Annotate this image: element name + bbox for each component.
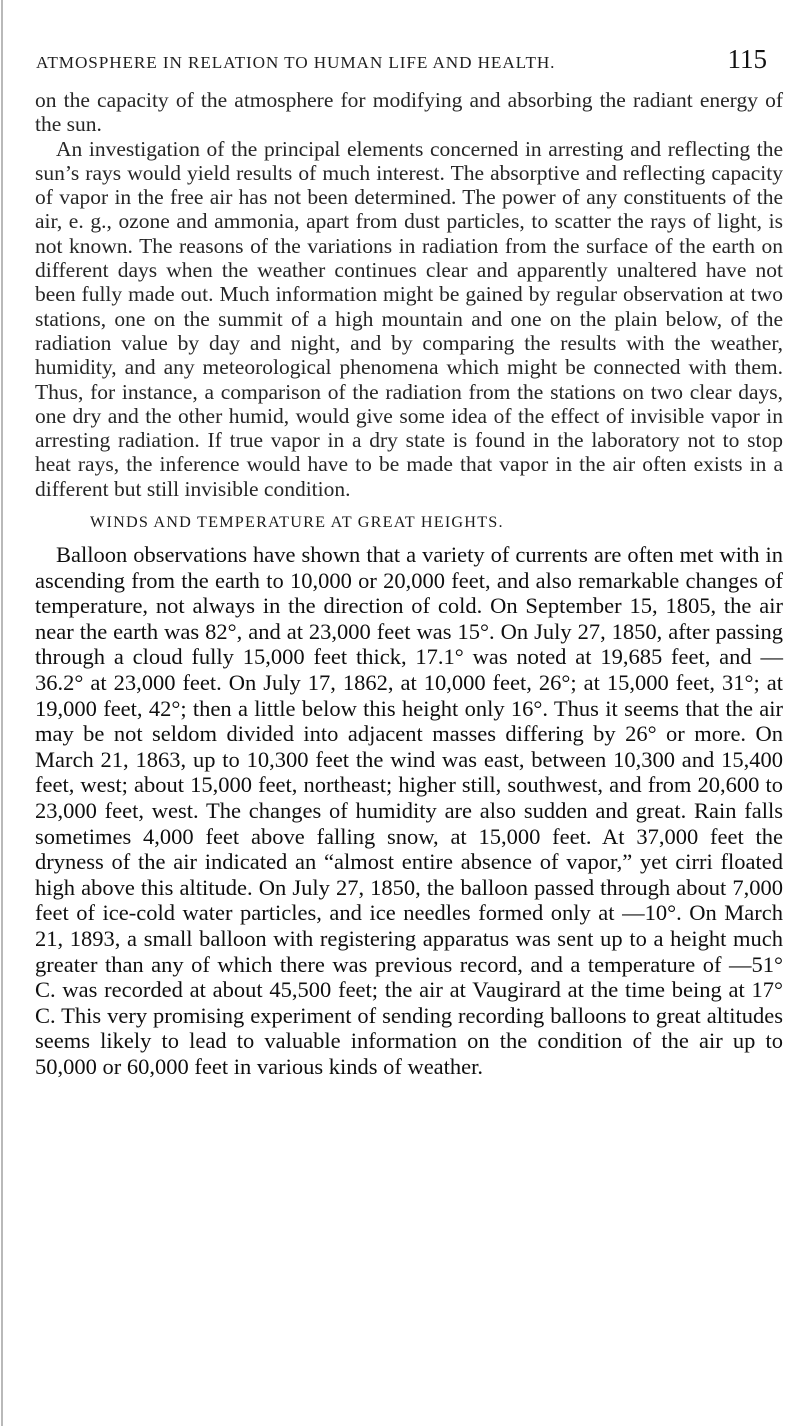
paragraph-continued: on the capacity of the atmosphere for modifying and absorbing the radiant energy of the sun. <box>35 88 783 137</box>
page-binding-edge <box>1 0 3 1426</box>
body-text <box>35 88 783 1080</box>
section-heading: WINDS AND TEMPERATURE AT GREAT HEIGHTS. <box>90 513 504 532</box>
book-page <box>35 44 783 1080</box>
paragraph-balloon-observations: Balloon observations have shown that a variety of currents are often met with in ascending from the earth to 10,000 or 20,000 feet, and also remarkable changes of temperature, not always in the direction of cold. On September 15, 1805, the air near the earth was 82°, and at 23,000 feet was 15°. On July 27, 1850, after passing through a cloud fully 15,000 feet thick, 17.1° was noted at 19,685 feet, and —36.2° at 23,000 feet. On July 17, 1862, at 10,000 feet, 26°; at 15,000 feet, 31°; at 19,000 feet, 42°; then a little below this height only 16°. Thus it seems that the air may be not seldom divided into adjacent masses differing by 26° or more. On March 21, 1863, up to 10,300 feet the wind was east, between 10,300 and 15,400 feet, west; about 15,000 feet, northeast; higher still, southwest, and from 20,600 to 23,000 feet, west. The changes of humidity are also sudden and great. Rain falls sometimes 4,000 feet above falling snow, at 15,000 feet. At 37,000 feet the dryness of the air indicated an “almost entire absence of vapor,” yet cirri floated high above this altitude. On July 27, 1850, the balloon passed through about 7,000 feet of ice-cold water particles, and ice needles formed only at —10°. On March 21, 1893, a small balloon with registering apparatus was sent up to a height much greater than any of which there was previous record, and a temperature of —51° C. was recorded at about 45,500 feet; the air at Vaugirard at the time being at 17° C. This very promising experiment of sending recording balloons to great altitudes seems likely to lead to valuable information on the condition of the air up to 50,000 or 60,000 feet in various kinds of weather. <box>35 542 783 1079</box>
running-head-title: ATMOSPHERE IN RELATION TO HUMAN LIFE AND HEALTH. <box>36 53 556 72</box>
running-head <box>36 44 767 75</box>
paragraph-radiation: An investigation of the principal elements concerned in arresting and reflecting the sun’s rays would yield results of much interest. The absorptive and reflecting capacity of vapor in the free air has not been determined. The power of any constituents of the air, e. g., ozone and ammonia, apart from dust particles, to scatter the rays of light, is not known. The reasons of the variations in radiation from the surface of the earth on different days when the weather continues clear and apparently unaltered have not been fully made out. Much information might be gained by regular observation at two stations, one on the summit of a high mountain and one on the plain below, of the radiation value by day and night, and by comparing the results with the weather, humidity, and any meteorological phenomena which might be connected with them. Thus, for instance, a comparison of the radiation from the stations on two clear days, one dry and the other humid, would give some idea of the effect of invisible vapor in arresting radiation. If true vapor in a dry state is found in the laboratory not to stop heat rays, the inference would have to be made that vapor in the air often exists in a different but still invisible condition. <box>35 136 783 501</box>
page-number: 115 <box>727 44 767 74</box>
